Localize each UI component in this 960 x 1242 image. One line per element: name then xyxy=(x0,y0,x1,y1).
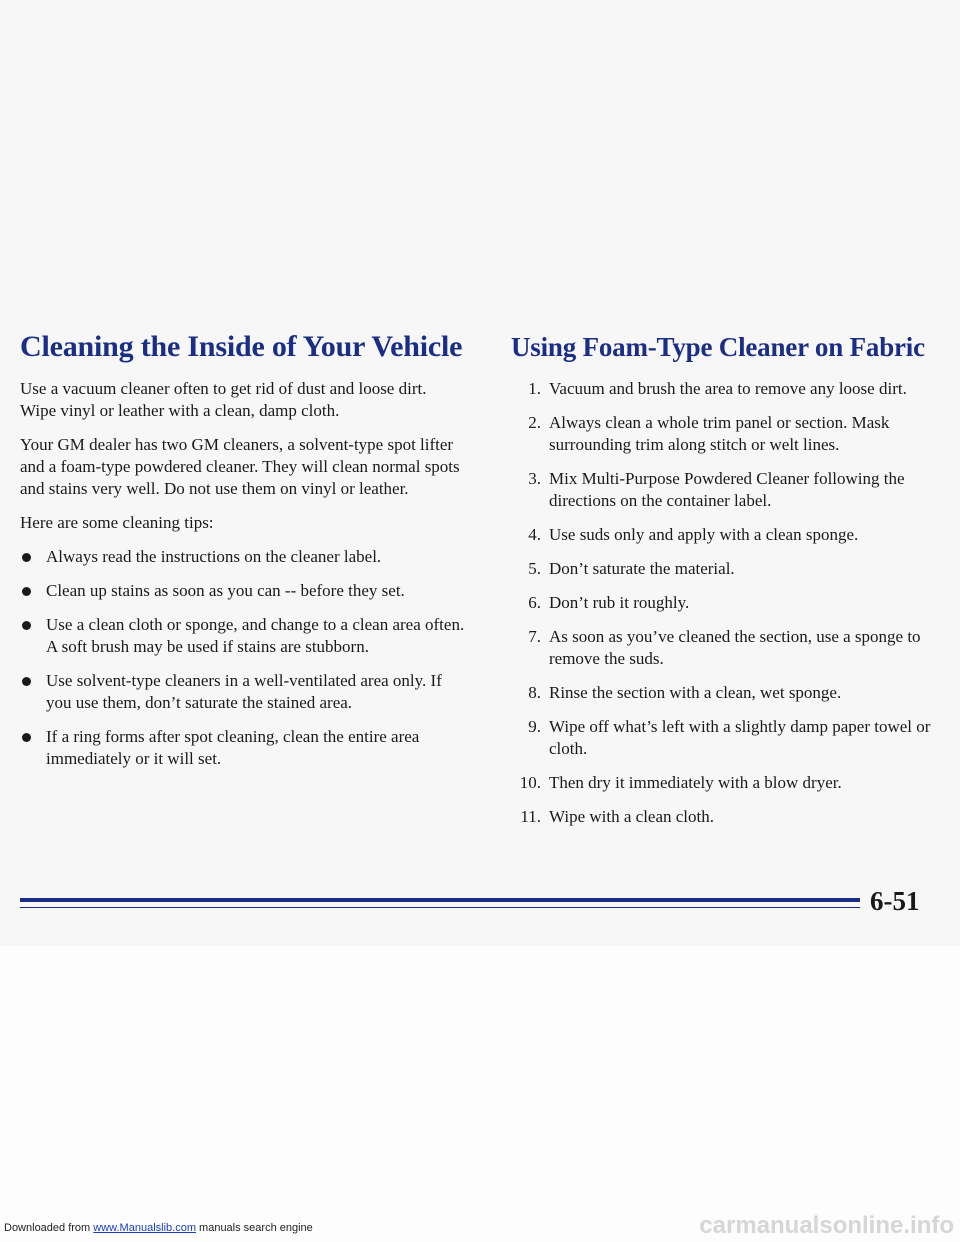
step-text: Mix Multi-Purpose Powdered Cleaner following the directions on the container label. xyxy=(549,469,905,510)
step-text: As soon as you’ve cleaned the section, use a sponge to remove the suds. xyxy=(549,627,921,668)
step-number: 3. xyxy=(528,469,541,488)
list-item xyxy=(511,524,931,546)
list-item xyxy=(20,670,465,714)
section-title-cleaning-inside: Cleaning the Inside of Your Vehicle xyxy=(20,330,463,363)
step-text: Wipe with a clean cloth. xyxy=(549,807,715,826)
step-text: Vacuum and brush the area to remove any loose dirt. xyxy=(549,379,907,398)
list-item xyxy=(511,806,931,828)
bullet-icon xyxy=(22,621,31,630)
step-text: Use suds only and apply with a clean sponge. xyxy=(549,525,859,544)
step-text: Wipe off what’s left with a slightly damp paper towel or cloth. xyxy=(549,717,931,758)
step-number: 10. xyxy=(519,773,541,792)
foam-cleaner-steps xyxy=(511,378,931,828)
list-item-text: If a ring forms after spot cleaning, clean the entire area immediately or it will set. xyxy=(46,727,420,768)
bullet-icon xyxy=(22,677,31,686)
footer-prefix: Downloaded from xyxy=(4,1222,94,1234)
list-item xyxy=(20,546,465,568)
step-number: 1. xyxy=(528,379,541,398)
cleaning-tips-list xyxy=(20,546,465,770)
list-item xyxy=(20,726,465,770)
list-item xyxy=(511,468,931,512)
step-number: 7. xyxy=(528,627,541,646)
step-text: Don’t saturate the material. xyxy=(549,559,735,578)
footer-suffix: manuals search engine xyxy=(195,1222,313,1234)
step-text: Always clean a whole trim panel or section. Mask surrounding trim along stitch or welt lines. xyxy=(549,413,890,454)
footer-rule xyxy=(20,898,860,902)
step-number: 8. xyxy=(528,683,541,702)
list-item xyxy=(511,682,931,704)
step-number: 6. xyxy=(528,593,541,612)
watermark: carmanualsonline.info xyxy=(699,1212,954,1239)
step-text: Then dry it immediately with a blow dryer. xyxy=(549,773,842,792)
list-item xyxy=(511,558,931,580)
step-number: 11. xyxy=(520,807,541,826)
list-item-text: Always read the instructions on the cleaner label. xyxy=(46,547,382,566)
bullet-icon xyxy=(22,553,31,562)
paragraph: Your GM dealer has two GM cleaners, a solvent-type spot lifter and a foam-type powdered cleaner. They will clean normal spots and stains very well. Do not use them on vinyl or leather. xyxy=(20,435,460,498)
bullet-icon xyxy=(22,587,31,596)
footer-rule-thin xyxy=(20,907,860,908)
list-item xyxy=(511,716,931,760)
list-item xyxy=(511,626,931,670)
right-column xyxy=(511,330,931,840)
list-item xyxy=(20,580,465,602)
left-column xyxy=(20,330,465,782)
list-item xyxy=(20,614,465,658)
step-number: 9. xyxy=(528,717,541,736)
list-item-text: Clean up stains as soon as you can -- before they set. xyxy=(46,581,405,600)
list-item xyxy=(511,412,931,456)
step-text: Don’t rub it roughly. xyxy=(549,593,690,612)
paragraph: Here are some cleaning tips: xyxy=(20,513,214,532)
list-item xyxy=(511,772,931,794)
list-item xyxy=(511,592,931,614)
step-text: Rinse the section with a clean, wet sponge. xyxy=(549,683,842,702)
step-number: 4. xyxy=(528,525,541,544)
paragraph: Use a vacuum cleaner often to get rid of dust and loose dirt. Wipe vinyl or leather with a clean, damp cloth. xyxy=(20,379,427,420)
step-number: 5. xyxy=(528,559,541,578)
list-item-text: Use a clean cloth or sponge, and change to a clean area often. A soft brush may be used if stains are stubborn. xyxy=(46,615,465,656)
bullet-icon xyxy=(22,733,31,742)
section-title-foam-cleaner: Using Foam-Type Cleaner on Fabric xyxy=(511,332,925,362)
list-item-text: Use solvent-type cleaners in a well-ventilated area only. If you use them, don’t saturate the stained area. xyxy=(46,671,442,712)
download-footer xyxy=(4,1222,313,1234)
page-number: 6-51 xyxy=(870,886,920,916)
manualslib-link[interactable]: www.Manualslib.com xyxy=(93,1222,196,1234)
list-item xyxy=(511,378,931,400)
step-number: 2. xyxy=(528,413,541,432)
